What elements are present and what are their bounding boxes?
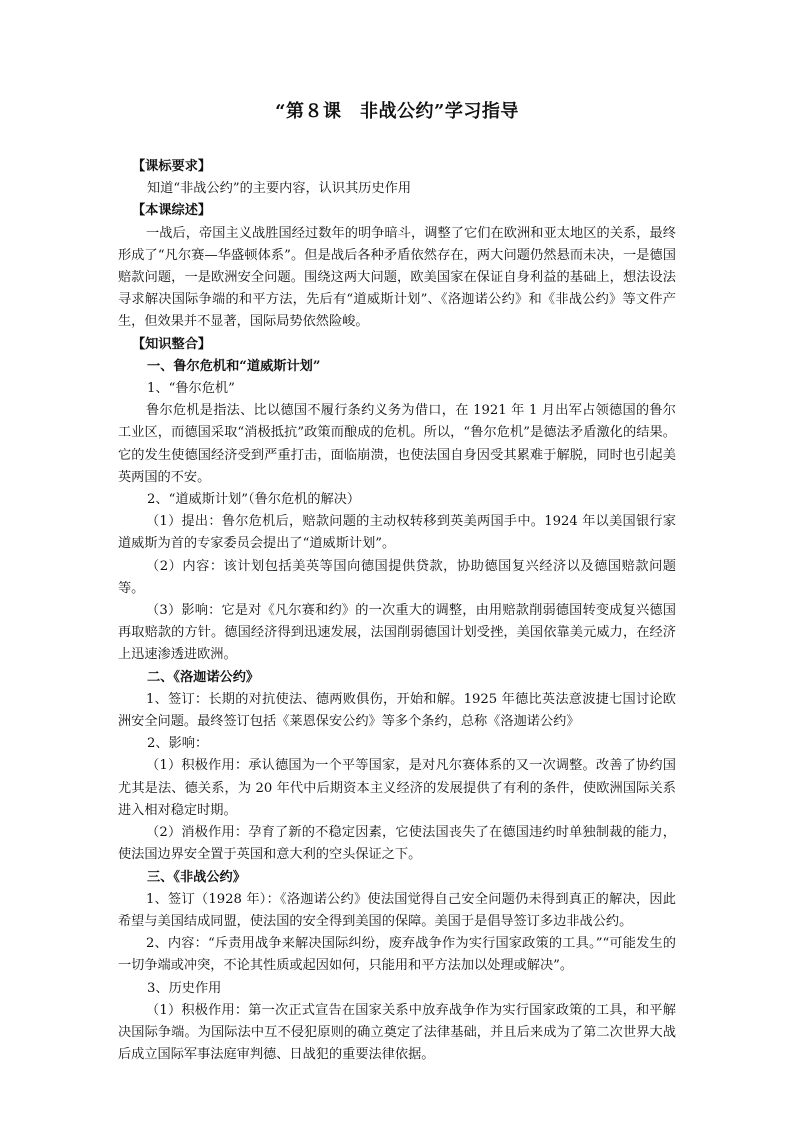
- paragraph-ruhr-crisis: 鲁尔危机是指法、比以德国不履行条约义务为借口，在 1921 年 1 月出军占领德国的鲁尔工业区，而德国采取“消极抵抗”政策而酿成的危机。所以，“鲁尔危机”是德法矛盾激化的结果。它的发生使德国经济受到严重打击，面临崩溃，也使法国自身因受其累难于解脱，同时也引起美英两国的不安。: [118, 403, 676, 485]
- topic-heading-locarno: 二、《洛迦诺公约》: [147, 669, 260, 685]
- section-heading-knowledge: 【知识整合】: [132, 336, 212, 352]
- paragraph-kellogg-positive: （1）积极作用：第一次正式宣告在国家关系中放弃战争作为实行国家政策的工具，和平解决国际争端。为国际法中互不侵犯原则的确立奠定了法律基础，并且后来成为了第二次世界大战后成立国际军事法庭审判德、日战犯的重要法律依据。: [118, 1002, 676, 1063]
- paragraph-locarno-positive: （1）积极作用：承认德国为一个平等国家，是对凡尔赛体系的又一次调整。改善了协约国尤其是法、德关系，为 20 年代中后期资本主义经济的发展提供了有利的条件，使欧洲国际关系进入相对稳定时期。: [118, 758, 676, 818]
- subtopic-dawes-plan: 2、“道威斯计划”（鲁尔危机的解决）: [147, 492, 361, 508]
- section-heading-summary: 【本课综述】: [132, 203, 212, 219]
- requirement-text: 知道“非战公约”的主要内容，认识其历史作用: [147, 181, 412, 197]
- section-heading-requirement: 【课标要求】: [132, 159, 212, 174]
- paragraph-kellogg-content: 2、内容：“斥责用战争来解决国际纠纷，废弃战争作为实行国家政策的工具。”“可能发生的一切争端或冲突，不论其性质或起因如何，只能用和平方法加以处理或解决”。: [118, 936, 676, 974]
- summary-paragraph: 一战后，帝国主义战胜国经过数年的明争暗斗，调整了它们在欧洲和亚太地区的关系，最终形成了“凡尔赛—华盛顿体系”。但是战后各种矛盾依然存在，两大问题仍然悬而未决，一是德国赔款问题，一是欧洲安全问题。围绕这两大问题，欧美国家在保证自身利益的基础上，想法设法寻求解决国际争端的和平方法，先后有“道威斯计划”、《洛迦诺公约》和《非战公约》等文件产生，但效果并不显著，国际局势依然险峻。: [118, 225, 676, 330]
- topic-heading-ruhr: 一、鲁尔危机和“道威斯计划”: [147, 358, 321, 374]
- paragraph-dawes-content: （2）内容：该计划包括美英等国向德国提供贷款，协助德国复兴经济以及德国赔款问题等。: [118, 558, 676, 596]
- page-title: “第８课 非战公约”学习指导: [275, 101, 519, 122]
- document-page: [118, 100, 676, 1066]
- subtopic-ruhr-crisis: 1、“鲁尔危机”: [147, 381, 235, 397]
- paragraph-dawes-proposal: （1）提出：鲁尔危机后，赔款问题的主动权转移到英美两国手中。1924 年以美国银行家道威斯为首的专家委员会提出了“道威斯计划”。: [118, 514, 676, 552]
- paragraph-locarno-signing: 1、签订：长期的对抗使法、德两败俱伤，开始和解。1925 年德比英法意波捷七国讨论欧洲安全问题。最终签订包括《莱恩保安公约》等多个条约，总称《洛迦诺公约》: [118, 691, 676, 730]
- paragraph-locarno-negative: （2）消极作用：孕育了新的不稳定因素，它使法国丧失了在德国违约时单独制裁的能力，使法国边界安全置于英国和意大利的空头保证之下。: [118, 825, 676, 863]
- paragraph-dawes-impact: （3）影响：它是对《凡尔赛和约》的一次重大的调整，由用赔款削弱德国转变成复兴德国再取赔款的方针。德国经济得到迅速发展，法国削弱德国计划受挫，美国依靠美元威力，在经济上迅速渗透进欧洲。: [118, 603, 676, 663]
- subtopic-kellogg-role: 3、历史作用: [147, 980, 222, 996]
- subtopic-locarno-impact: 2、影响：: [147, 736, 209, 752]
- paragraph-kellogg-signing: 1、签订（1928 年）：《洛迦诺公约》使法国觉得自己安全问题仍未得到真正的解决，因此希望与美国结成同盟，使法国的安全得到美国的保障。美国于是倡导签订多边非战公约。: [118, 891, 676, 929]
- topic-heading-kellogg: 三、《非战公约》: [147, 869, 246, 885]
